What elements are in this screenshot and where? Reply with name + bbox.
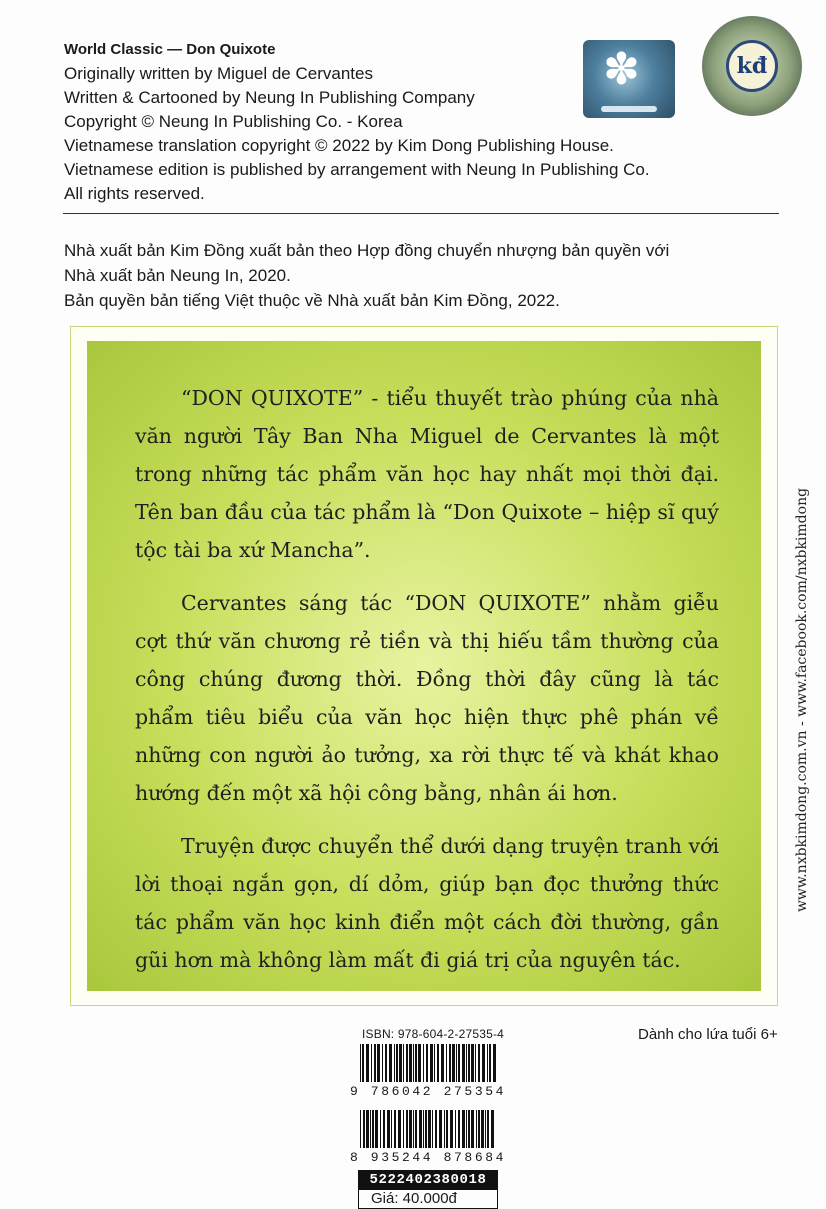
barcode-bar: [398, 1110, 401, 1148]
barcode-bar: [439, 1110, 442, 1148]
barcode-bar: [409, 1044, 412, 1082]
barcode-bar: [468, 1044, 470, 1082]
barcode-bar: [406, 1110, 408, 1148]
barcode-bar: [382, 1044, 383, 1082]
isbn-barcode-number: 9 786042 275354: [350, 1084, 507, 1099]
barcode-bar: [481, 1110, 484, 1148]
barcode-bar: [468, 1110, 470, 1148]
barcode-bar: [455, 1110, 456, 1148]
synopsis-panel: [87, 341, 761, 991]
barcode-bar: [458, 1110, 460, 1148]
barcode-bar: [426, 1044, 428, 1082]
barcode-bar: [391, 1110, 392, 1148]
barcode-bar: [458, 1044, 460, 1082]
barcode-bar: [366, 1110, 369, 1148]
barcode-bar: [374, 1044, 376, 1082]
barcode-bar: [491, 1110, 494, 1148]
barcode-bar: [399, 1044, 402, 1082]
barcode-bar: [423, 1044, 424, 1082]
barcode-bar: [371, 1044, 372, 1082]
credit-line: Originally written by Miguel de Cervantes: [64, 64, 373, 83]
notice-line: Nhà xuất bản Neung In, 2020.: [64, 266, 291, 285]
barcode-bar: [466, 1110, 467, 1148]
side-url-text: www.nxbkimdong.com.vn - www.facebook.com/nxbkimdong: [794, 487, 810, 913]
barcode-bar: [456, 1044, 457, 1082]
barcode-bar: [387, 1110, 390, 1148]
barcode-bar: [380, 1110, 381, 1148]
barcode-bar: [415, 1044, 417, 1082]
barcode-bar: [370, 1110, 371, 1148]
barcode-bar: [452, 1044, 455, 1082]
barcode-bar: [485, 1110, 486, 1148]
synopsis-paragraph: Cervantes sáng tác “DON QUIXOTE” nhằm giễu cợt thứ văn chương rẻ tiền và thị hiếu tầm thường của công chúng đương thời. Đồng thời đây cũng là tác phẩm tiêu biểu của văn học hiện thực phê phán về những con người ảo tưởng, xa rời thực tế và khát khao hướng đến một xã hội công bằng, nhân ái hơn.: [135, 591, 719, 805]
credit-line: Vietnamese edition is published by arrangement with Neung In Publishing Co.: [64, 160, 650, 179]
barcode-bar: [372, 1110, 374, 1148]
publisher-logo-icon: kđ: [726, 40, 778, 92]
barcode-bar: [375, 1110, 378, 1148]
barcode-bar: [475, 1044, 476, 1082]
credit-line: Written & Cartooned by Neung In Publishing Company: [64, 88, 475, 107]
barcode-bar: [360, 1110, 361, 1148]
barcode-bar: [396, 1044, 398, 1082]
barcode-bar: [366, 1044, 369, 1082]
barcode-bar: [435, 1110, 437, 1148]
barcode-bar: [434, 1044, 435, 1082]
barcode-bar: [493, 1044, 496, 1082]
synopsis-frame: [70, 326, 778, 1006]
series-title: World Classic — Don Quixote: [64, 41, 276, 58]
notice-line: Bản quyền bản tiếng Việt thuộc về Nhà xuất bản Kim Đồng, 2022.: [64, 291, 560, 310]
product-code: 5222402380018: [358, 1170, 498, 1190]
credit-line: All rights reserved.: [64, 184, 205, 203]
barcode-bar: [462, 1110, 465, 1148]
barcode-bar: [383, 1110, 385, 1148]
barcode-bar: [403, 1110, 404, 1148]
barcode-bar: [450, 1110, 453, 1148]
isbn-barcode: [360, 1044, 498, 1082]
barcode-bar: [471, 1044, 474, 1082]
ean-barcode-number: 8 935244 878684: [350, 1150, 507, 1165]
barcode-bar: [446, 1110, 448, 1148]
synopsis-paragraph: Truyện được chuyển thể dưới dạng truyện tranh với lời thoại ngắn gọn, dí dỏm, giúp bạn đọc thưởng thức tác phẩm văn học kinh điển một cách đời thường, gần gũi hơn mà không làm mất đi giá trị của nguyên tác.: [135, 834, 719, 972]
barcode-bar: [406, 1044, 408, 1082]
synopsis-text: [135, 379, 719, 994]
barcode-bar: [430, 1044, 433, 1082]
barcode-bar: [462, 1044, 465, 1082]
barcode-bar: [482, 1044, 485, 1082]
publisher-seal: [702, 16, 802, 116]
barcode-bar: [441, 1044, 444, 1082]
barcode-bar: [362, 1044, 364, 1082]
barcode-bar: [363, 1110, 365, 1148]
barcode-bar: [489, 1044, 491, 1082]
barcode-bar: [419, 1110, 422, 1148]
barcode-bar: [413, 1044, 414, 1082]
side-url: [792, 460, 812, 940]
barcode-bar: [394, 1044, 395, 1082]
barcode-bar: [418, 1044, 421, 1082]
barcode-bar: [409, 1110, 412, 1148]
barcode-bar: [487, 1110, 489, 1148]
barcode-bar: [487, 1044, 488, 1082]
barcode-bar: [377, 1044, 380, 1082]
credit-line: Vietnamese translation copyright © 2022 by Kim Dong Publishing House.: [64, 136, 614, 155]
barcode-bar: [360, 1044, 361, 1082]
barcode-bar: [413, 1110, 414, 1148]
barcode-bar: [471, 1110, 474, 1148]
barcode-bar: [478, 1044, 480, 1082]
barcode-bar: [394, 1110, 396, 1148]
barcode-bar: [403, 1044, 404, 1082]
hologram-sticker: [583, 40, 675, 118]
barcode-bar: [446, 1044, 447, 1082]
barcode-bar: [385, 1044, 387, 1082]
notice-line: Nhà xuất bản Kim Đồng xuất bản theo Hợp đồng chuyển nhượng bản quyền với: [64, 241, 670, 260]
barcode-bar: [478, 1110, 480, 1148]
barcode-bar: [425, 1110, 427, 1148]
barcode-bar: [428, 1110, 431, 1148]
barcode-bar: [432, 1110, 433, 1148]
hologram-caption-bar: [601, 106, 657, 112]
ean-barcode: [360, 1110, 496, 1148]
age-rating: Dành cho lứa tuổi 6+: [638, 1026, 778, 1043]
barcode-bar: [415, 1110, 417, 1148]
synopsis-paragraph: “DON QUIXOTE” - tiểu thuyết trào phúng của nhà văn người Tây Ban Nha Miguel de Cervantes là một trong những tác phẩm văn học hay nhất mọi thời đại. Tên ban đầu của tác phẩm là “Don Quixote – hiệp sĩ quý tộc tài ba xứ Mancha”.: [135, 386, 719, 562]
flower-icon: ✽: [603, 45, 640, 94]
divider-line: [63, 213, 779, 214]
price-label: Giá: 40.000đ: [358, 1189, 498, 1209]
barcode-bar: [389, 1044, 392, 1082]
barcode-bar: [444, 1110, 445, 1148]
barcode-bar: [423, 1110, 424, 1148]
barcode-bar: [437, 1044, 439, 1082]
isbn-label: ISBN: 978-604-2-27535-4: [362, 1027, 505, 1041]
barcode-bar: [476, 1110, 477, 1148]
barcode-bar: [466, 1044, 467, 1082]
credit-line: Copyright © Neung In Publishing Co. - Korea: [64, 112, 403, 131]
vietnamese-notice: [64, 238, 764, 313]
barcode-bar: [449, 1044, 451, 1082]
